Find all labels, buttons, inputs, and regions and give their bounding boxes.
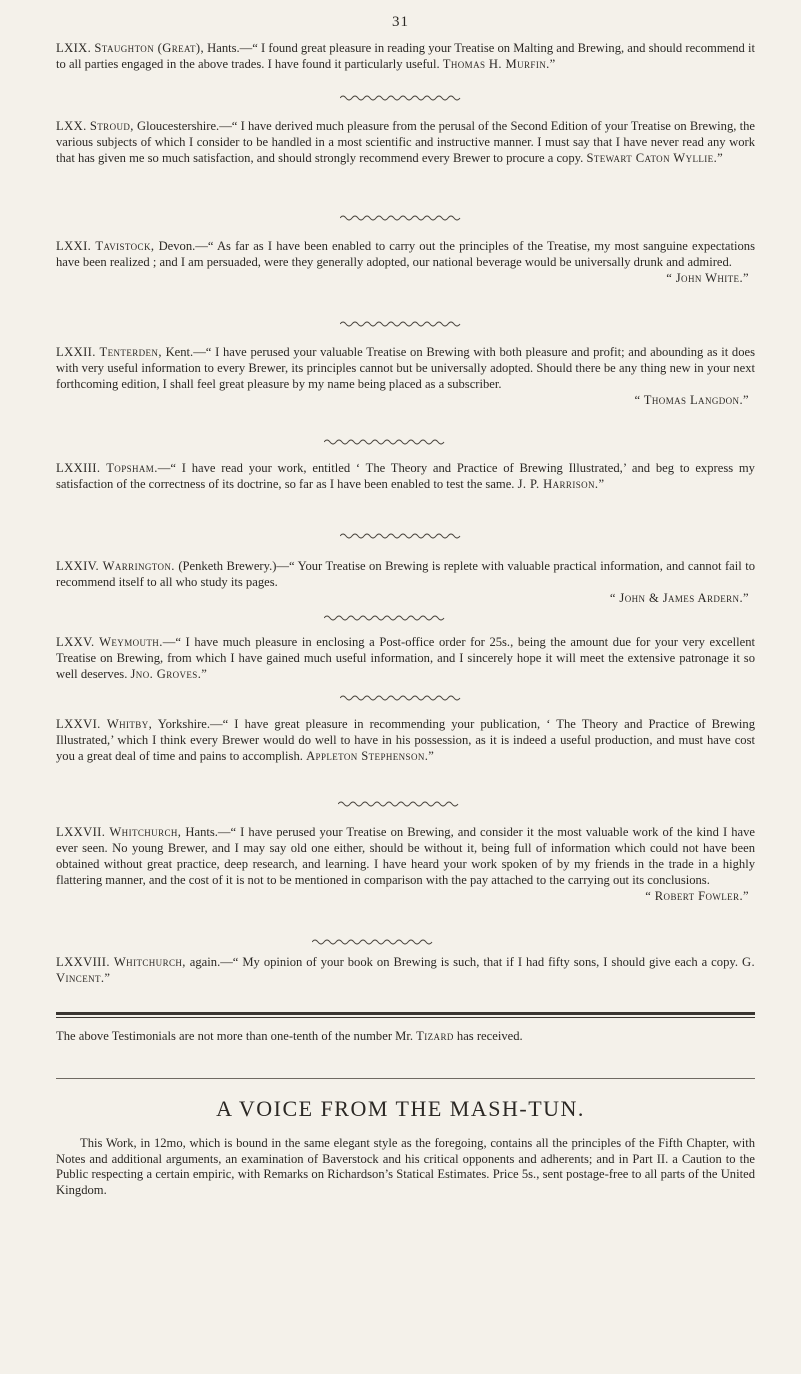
- entry-text: Hants.—“ I have perused your Treatise on Brewing, and consider it the most valuable work of the kind I have ever seen. No young Brewer, and I may say old one either, should be without it, being full of information which could not have been obtained without great practice, deep research, and learning. I have heard your work spoken of by my friends in the trade in a highly flattering manner, and the cost of it is not to be mentioned in comparison with the pay attached to the carrying out its conclusions.: [56, 825, 755, 887]
- advert-body-text: This Work, in 12mo, which is bound in the same elegant style as the foregoing, contains all the principles of the Fifth Chapter, with Notes and additional arguments, an examination of Baverstock and his critical opponents and adherents; and in Part II. a Caution to the Public respecting a certain empiric, with Remarks on Richardson’s Statical Estimates. Price 5s., sent postage-free to all parts of the United Kingdom.: [56, 1136, 755, 1197]
- testimonial-72: [56, 344, 755, 408]
- testimonial-78: [56, 954, 755, 986]
- entry-place: Whitchurch,: [109, 825, 182, 839]
- entry-place: Whitby,: [106, 717, 153, 731]
- closing-note-name: Tizard: [416, 1029, 454, 1043]
- entry-place: Warrington.: [102, 559, 175, 573]
- entry-signature: “ Robert Fowler.”: [645, 889, 749, 903]
- entry-place: Stroud,: [89, 119, 134, 133]
- entry-text: —“ I have much pleasure in enclosing a Post-office order for 25s., being the amount due for your very excellent Treatise on Brewing, from which I have gained much useful information, and I sincerely hope it will meet the extensive patronage it so well deserves.: [56, 635, 755, 681]
- wavy-divider: [324, 614, 446, 622]
- entry-number: LXXVII.: [56, 825, 106, 839]
- entry-text: Hants.—“ I found great pleasure in reading your Treatise on Malting and Brewing, and should recommend it to all parties engaged in the above trades. I have found it particularly useful.: [56, 41, 755, 71]
- wavy-divider: [340, 94, 462, 102]
- entry-place: Tavistock,: [95, 239, 155, 253]
- entry-number: LXXIII.: [56, 461, 101, 475]
- entry-number: LXXV.: [56, 635, 95, 649]
- advert-body: [56, 1136, 755, 1198]
- entry-number: LXXVI.: [56, 717, 101, 731]
- entry-signature: Stewart Caton Wyllie.”: [586, 151, 724, 165]
- wavy-divider: [324, 438, 446, 446]
- entry-text: (Penketh Brewery.)—“ Your Treatise on Brewing is replete with valuable practical information, and cannot fail to recommend itself to all who study its pages.: [56, 559, 755, 589]
- entry-text: Kent.—“ I have perused your valuable Treatise on Brewing with both pleasure and profit; and abounding as it does with very useful information to every Brewer, its principles cannot but be universally adopted. Should there be any thing new in your next forthcoming edition, I shall feel great pleasure by my name being placed as a subscriber.: [56, 345, 755, 391]
- page-number: 31: [392, 14, 409, 30]
- entry-text: —“ I have read your work, entitled ‘ The Theory and Practice of Brewing Illustrated,’ and beg to express my satisfaction of the correctness of its doctrine, so far as I have been enabled to test the same.: [56, 461, 755, 491]
- entry-signature: Jno. Groves.”: [130, 667, 208, 681]
- entry-number: LXIX.: [56, 41, 92, 55]
- entry-number: LXXVIII.: [56, 955, 110, 969]
- wavy-divider: [340, 694, 462, 702]
- testimonial-71: [56, 238, 755, 286]
- entry-signature: “ John & James Ardern.”: [609, 591, 749, 605]
- entry-text: Devon.—“ As far as I have been enabled to carry out the principles of the Treatise, my most sanguine expectations have been realized ; and I am persuaded, were they generally adopted, our national beverage would be universally drunk and admired.: [56, 239, 755, 269]
- entry-signature: “ Thomas Langdon.”: [634, 393, 749, 407]
- entry-number: LXXII.: [56, 345, 96, 359]
- testimonial-77: [56, 824, 755, 904]
- testimonial-73: [56, 460, 755, 492]
- entry-place: Whitchurch,: [113, 955, 186, 969]
- closing-note-text: The above Testimonials are not more than one-tenth of the number Mr.: [56, 1029, 414, 1043]
- wavy-divider: [340, 320, 462, 328]
- entry-number: LXX.: [56, 119, 87, 133]
- entry-place: Staughton (Great),: [94, 41, 204, 55]
- testimonial-76: [56, 716, 755, 764]
- entry-number: LXXIV.: [56, 559, 100, 573]
- entry-place: Topsham.: [106, 461, 158, 475]
- entry-place: Tenterden,: [99, 345, 162, 359]
- wavy-divider: [340, 214, 462, 222]
- testimonial-70: [56, 118, 755, 166]
- entry-text: again.—“ My opinion of your book on Brewing is such, that if I had fifty sons, I should give each a copy.: [189, 955, 738, 969]
- entry-signature: Thomas H. Murfin.”: [442, 57, 556, 71]
- section-divider: [56, 1078, 755, 1079]
- entry-signature: Appleton Stephenson.”: [306, 749, 435, 763]
- double-rule: [56, 1012, 755, 1018]
- entry-signature: “ John White.”: [666, 271, 749, 285]
- wavy-divider: [338, 800, 460, 808]
- entry-signature: G. Vincent.”: [56, 955, 756, 985]
- wavy-divider: [340, 532, 462, 540]
- closing-note-text-end: has received.: [456, 1029, 523, 1043]
- testimonial-75: [56, 634, 755, 682]
- closing-note: [56, 1028, 755, 1044]
- testimonial-74: [56, 558, 755, 606]
- entry-text: Yorkshire.—“ I have great pleasure in recommending your publication, ‘ The Theory and Practice of Brewing Illustrated,’ which I think every Brewer would do well to have in his possession, as it is indeed a useful production, and must have cost you a great deal of time and pains to accomplish.: [56, 717, 756, 763]
- entry-signature: J. P. Harrison.”: [517, 477, 605, 491]
- wavy-divider: [312, 938, 434, 946]
- entry-text: Gloucestershire.—“ I have derived much pleasure from the perusal of the Second Edition of your Treatise on Brewing, the various subjects of which I consider to be handled in a most scientific and instructive manner. I must say that I have never read any work that has given me so much satisfaction, and should strongly recommend every Brewer to procure a copy.: [56, 119, 756, 165]
- testimonial-69: [56, 40, 755, 72]
- advert-heading: A VOICE FROM THE MASH-TUN.: [216, 1096, 585, 1121]
- entry-place: Weymouth.: [99, 635, 163, 649]
- entry-number: LXXI.: [56, 239, 92, 253]
